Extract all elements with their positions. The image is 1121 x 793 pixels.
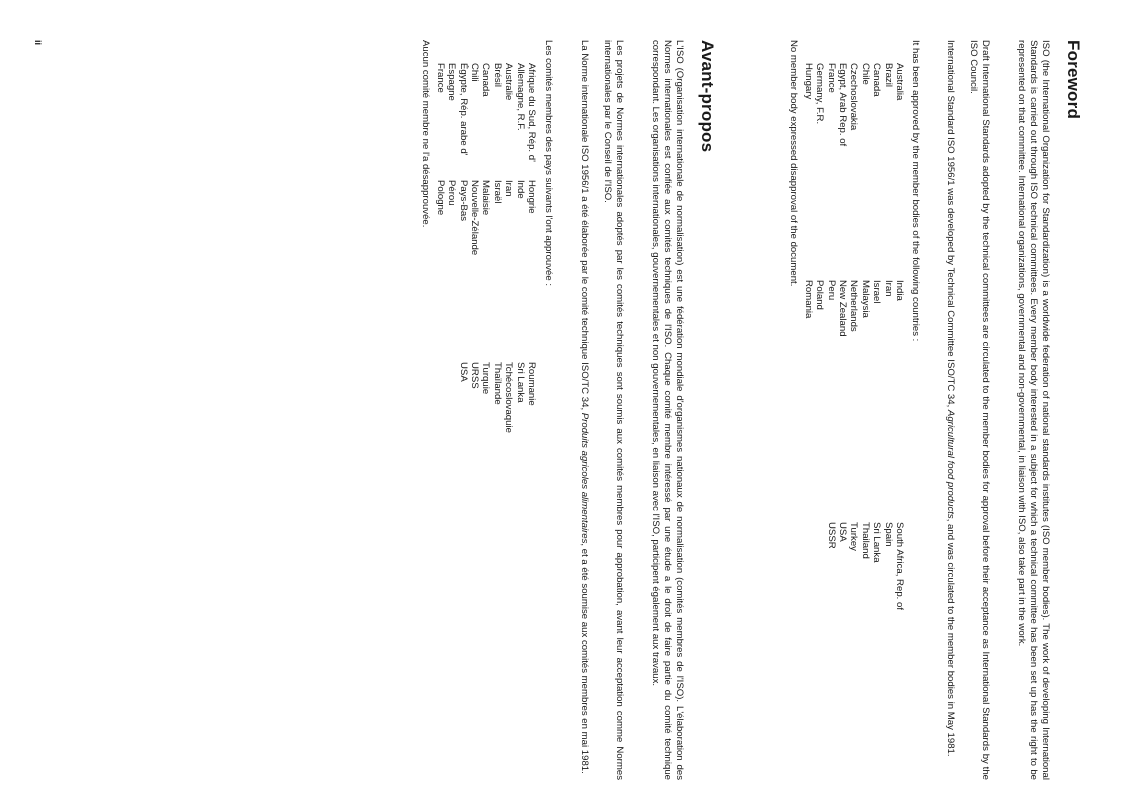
country-item: Iran — [503, 180, 515, 197]
foreword-countries-col-3 — [825, 522, 905, 610]
avant-propos-para3-text-b: , et a été soumise aux comités membres en mai 1981. — [579, 543, 590, 774]
country-item: Netherlands — [848, 280, 860, 332]
country-item: Israël — [491, 180, 503, 204]
country-item: Nouvelle-Zélande — [468, 180, 480, 256]
country-item: Poland — [814, 280, 826, 310]
country-item: Chili — [468, 63, 480, 82]
avant-propos-countries-col-2 — [434, 180, 537, 255]
country-item: Pérou — [446, 180, 458, 206]
country-item: Malaysia — [859, 280, 871, 318]
avant-propos-title: Avant-propos — [698, 40, 717, 153]
foreword-para3-text-b: , and was circulated to the member bodies in May 1981. — [945, 518, 956, 757]
country-item: Egypt, Arab Rep. of — [836, 63, 848, 147]
country-item: Australia — [894, 63, 905, 101]
country-item: Iran — [882, 280, 894, 297]
country-item: Thailand — [859, 522, 871, 559]
country-item: Australie — [503, 63, 515, 101]
avant-propos-paragraph-2: Les projets de Normes internationales adoptés par les comités techniques sont soumis aux comités membres pour approbation, avant leur acceptation comme Normes internationales par le Conseil de l'ISO. — [602, 40, 625, 780]
foreword-paragraph-1: ISO (the International Organization for Standardization) is a worldwide federation of national standards institutes (ISO member bodies). The work of developing International Standards is carried out through ISO technical committees. Every member body interested in a subject for which a technical committee has been set up has the right to be represented on that committee. International organizations, governmental and non-governmental, in liaison with ISO, also take part in the work. — [1016, 40, 1051, 780]
country-item: New Zealand — [836, 280, 848, 337]
country-item: Tchécoslovaquie — [503, 362, 515, 433]
country-item: Sri Lanka — [871, 522, 883, 563]
country-item: USA — [836, 522, 848, 542]
country-item: Afrique du Sud, Rép. d' — [526, 63, 537, 162]
country-item: South Africa, Rep. of — [894, 522, 905, 610]
country-item: India — [894, 280, 905, 301]
foreword-para3-italic: Agricultural food products — [945, 409, 956, 519]
country-item: Thaïlande — [491, 362, 503, 405]
country-item: Spain — [882, 522, 894, 547]
country-item: France — [825, 63, 837, 93]
country-item: Pologne — [434, 180, 446, 216]
page-number: ii — [33, 40, 43, 46]
foreword-para-3-block — [944, 40, 956, 780]
foreword-para-1-block — [1015, 40, 1051, 780]
country-item: Égypte, Rép. arabe d' — [457, 63, 469, 156]
avant-propos-paragraph-4: Les comités membres des pays suivants l'ont approuvée : — [543, 40, 554, 287]
country-item: Turquie — [480, 362, 492, 395]
avant-propos-paragraph-3 — [578, 40, 590, 780]
foreword-paragraph-2: Draft International Standards adopted by the technical committees are circulated to the member bodies for approval before their acceptance as International Standards by the ISO Council. — [968, 40, 991, 780]
country-item: Romania — [802, 280, 814, 319]
foreword-para-5-block — [787, 40, 799, 780]
country-item: Roumanie — [526, 362, 537, 406]
country-item: Brazil — [882, 63, 894, 87]
foreword-paragraph-4: It has been approved by the member bodies of the following countries : — [910, 40, 921, 342]
avant-propos-paragraph-1: L'ISO (Organisation internationale de normalisation) est une fédération mondiale d'organismes nationaux de normalisation (comités membres de l'ISO). L'élaboration des Normes internationales est confiée aux comités techniques de l'ISO. Chaque comité membre intéressé par une étude a le droit de faire partie du comité technique correspondant. Les organisations internationales, gouvernementales et non gouvernementales, en liaison avec l'ISO, participent également aux travaux. — [650, 40, 685, 780]
avant-propos-para-1-block — [649, 40, 685, 780]
country-item: Turkey — [848, 522, 860, 551]
foreword-countries-col-1 — [802, 63, 905, 146]
country-item: Brésil — [491, 63, 503, 87]
foreword-para-4-block — [909, 40, 921, 780]
foreword-title: Foreword — [1064, 40, 1083, 120]
country-item: Sri Lanka — [514, 362, 526, 403]
avant-propos-para3-text-a: La Norme internationale ISO 1956/1 a été élaborée par le comité technique ISO/TC 34, — [579, 40, 590, 413]
foreword-paragraph-5: No member body expressed disapproval of the document. — [788, 40, 799, 287]
country-item: Canada — [871, 63, 883, 97]
country-item: Espagne — [446, 63, 458, 101]
avant-propos-countries-col-1 — [434, 63, 537, 162]
country-item: Hungary — [802, 63, 814, 100]
country-item: Czechoslovakia — [848, 63, 860, 131]
country-item: Allemagne, R.F. — [514, 63, 526, 131]
avant-propos-para-4-block — [542, 40, 554, 780]
country-item: Chile — [859, 63, 871, 85]
avant-propos-countries-col-3 — [457, 362, 537, 433]
avant-propos-para-3-block — [578, 40, 590, 780]
country-item: France — [434, 63, 446, 93]
foreword-countries-col-2 — [802, 280, 905, 337]
country-item: USSR — [825, 522, 837, 549]
avant-propos-para-5-block — [419, 40, 431, 780]
country-item: Canada — [480, 63, 492, 97]
foreword-section — [1063, 40, 1083, 780]
foreword-paragraph-3 — [944, 40, 956, 780]
avant-propos-paragraph-5: Aucun comité membre ne l'a désapprouvée. — [420, 40, 431, 228]
country-item: Pays-Bas — [457, 180, 469, 222]
country-item: USA — [457, 362, 469, 382]
foreword-para-2-block — [967, 40, 991, 780]
country-item: Hongrie — [526, 180, 537, 214]
avant-propos-para-2-block — [601, 40, 625, 780]
country-item: Israel — [871, 280, 883, 304]
country-item: Inde — [514, 180, 526, 199]
country-item: Germany, F.R. — [814, 63, 826, 125]
country-item: Malaisie — [480, 180, 492, 216]
country-item: Peru — [825, 280, 837, 301]
avant-propos-para3-italic: Produits agricoles alimentaires — [579, 412, 590, 544]
country-item: URSS — [468, 362, 480, 389]
avant-propos-section — [697, 40, 717, 780]
foreword-para3-text-a: International Standard ISO 1956/1 was developed by Technical Committee ISO/TC 34, — [945, 40, 956, 410]
